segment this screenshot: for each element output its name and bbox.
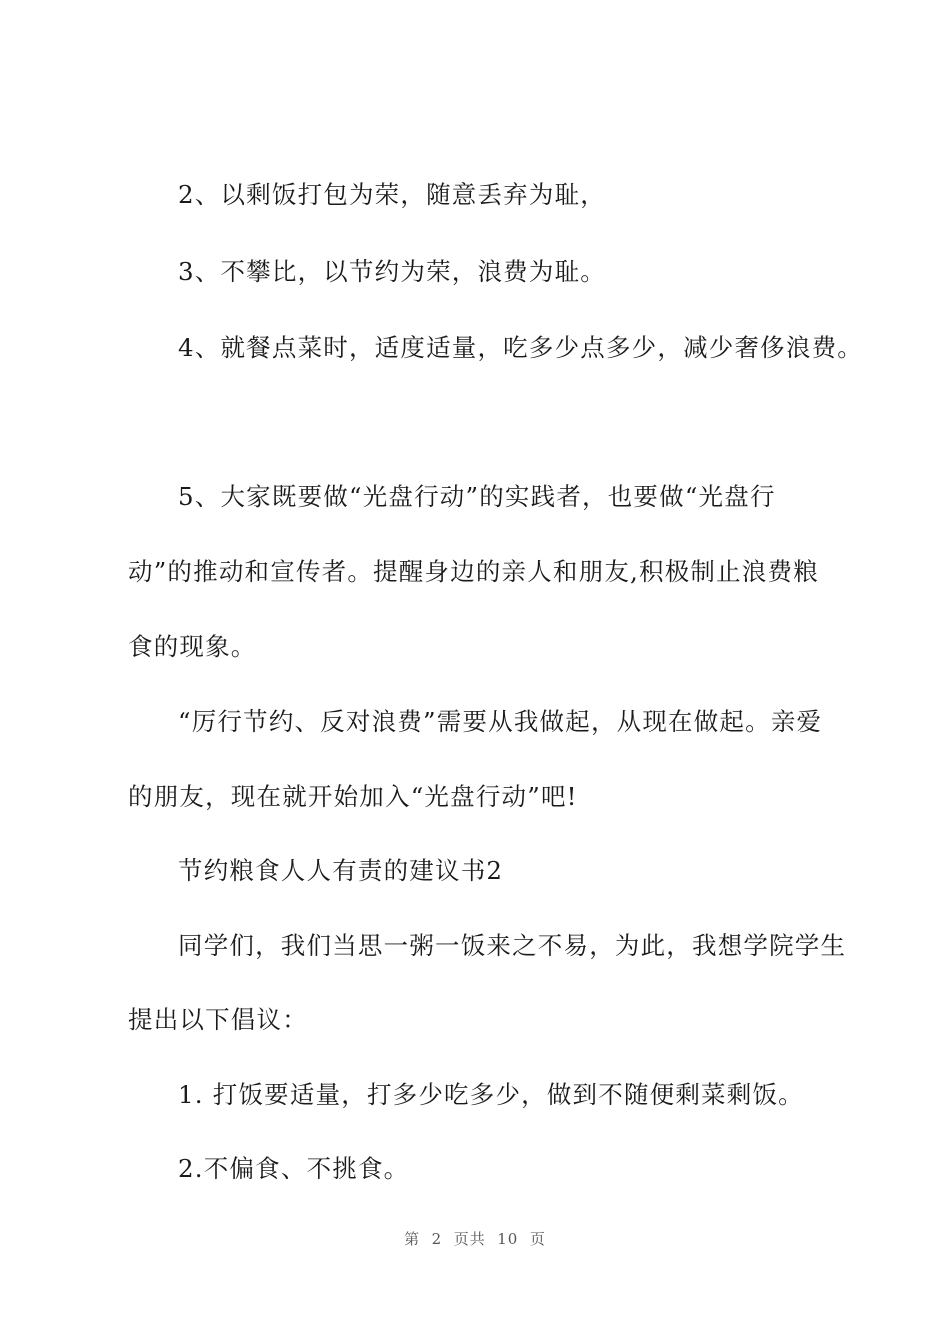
paragraph-line: 的朋友，现在就开始加入“光盘行动”吧! (128, 782, 578, 811)
page-number-footer: 第 2 页共 10 页 (404, 1230, 546, 1248)
paragraph-line: 同学们，我们当思一粥一饭来之不易，为此，我想学院学生 (178, 931, 847, 960)
paragraph-line: 食的现象。 (128, 632, 257, 661)
paragraph-line: 1. 打饭要适量，打多少吃多少，做到不随便剩菜剩饭。 (178, 1080, 804, 1109)
paragraph-line: 3、不攀比，以节约为荣，浪费为耻。 (178, 257, 606, 286)
paragraph-line: 4、就餐点菜时，适度适量，吃多少点多少，减少奢侈浪费。 (178, 333, 863, 362)
section-heading: 节约粮食人人有责的建议书2 (178, 856, 504, 885)
paragraph-line: 5、大家既要做“光盘行动”的实践者，也要做“光盘行 (178, 482, 776, 511)
paragraph-line: 2.不偏食、不挑食。 (178, 1154, 410, 1183)
paragraph-line: 2、以剩饭打包为荣，随意丢弃为耻， (178, 180, 606, 209)
paragraph-line: 提出以下倡议： (128, 1005, 308, 1034)
paragraph-line: 动”的推动和宣传者。提醒身边的亲人和朋友,积极制止浪费粮 (128, 557, 819, 586)
paragraph-line: “厉行节约、反对浪费”需要从我做起，从现在做起。亲爱 (178, 707, 823, 736)
